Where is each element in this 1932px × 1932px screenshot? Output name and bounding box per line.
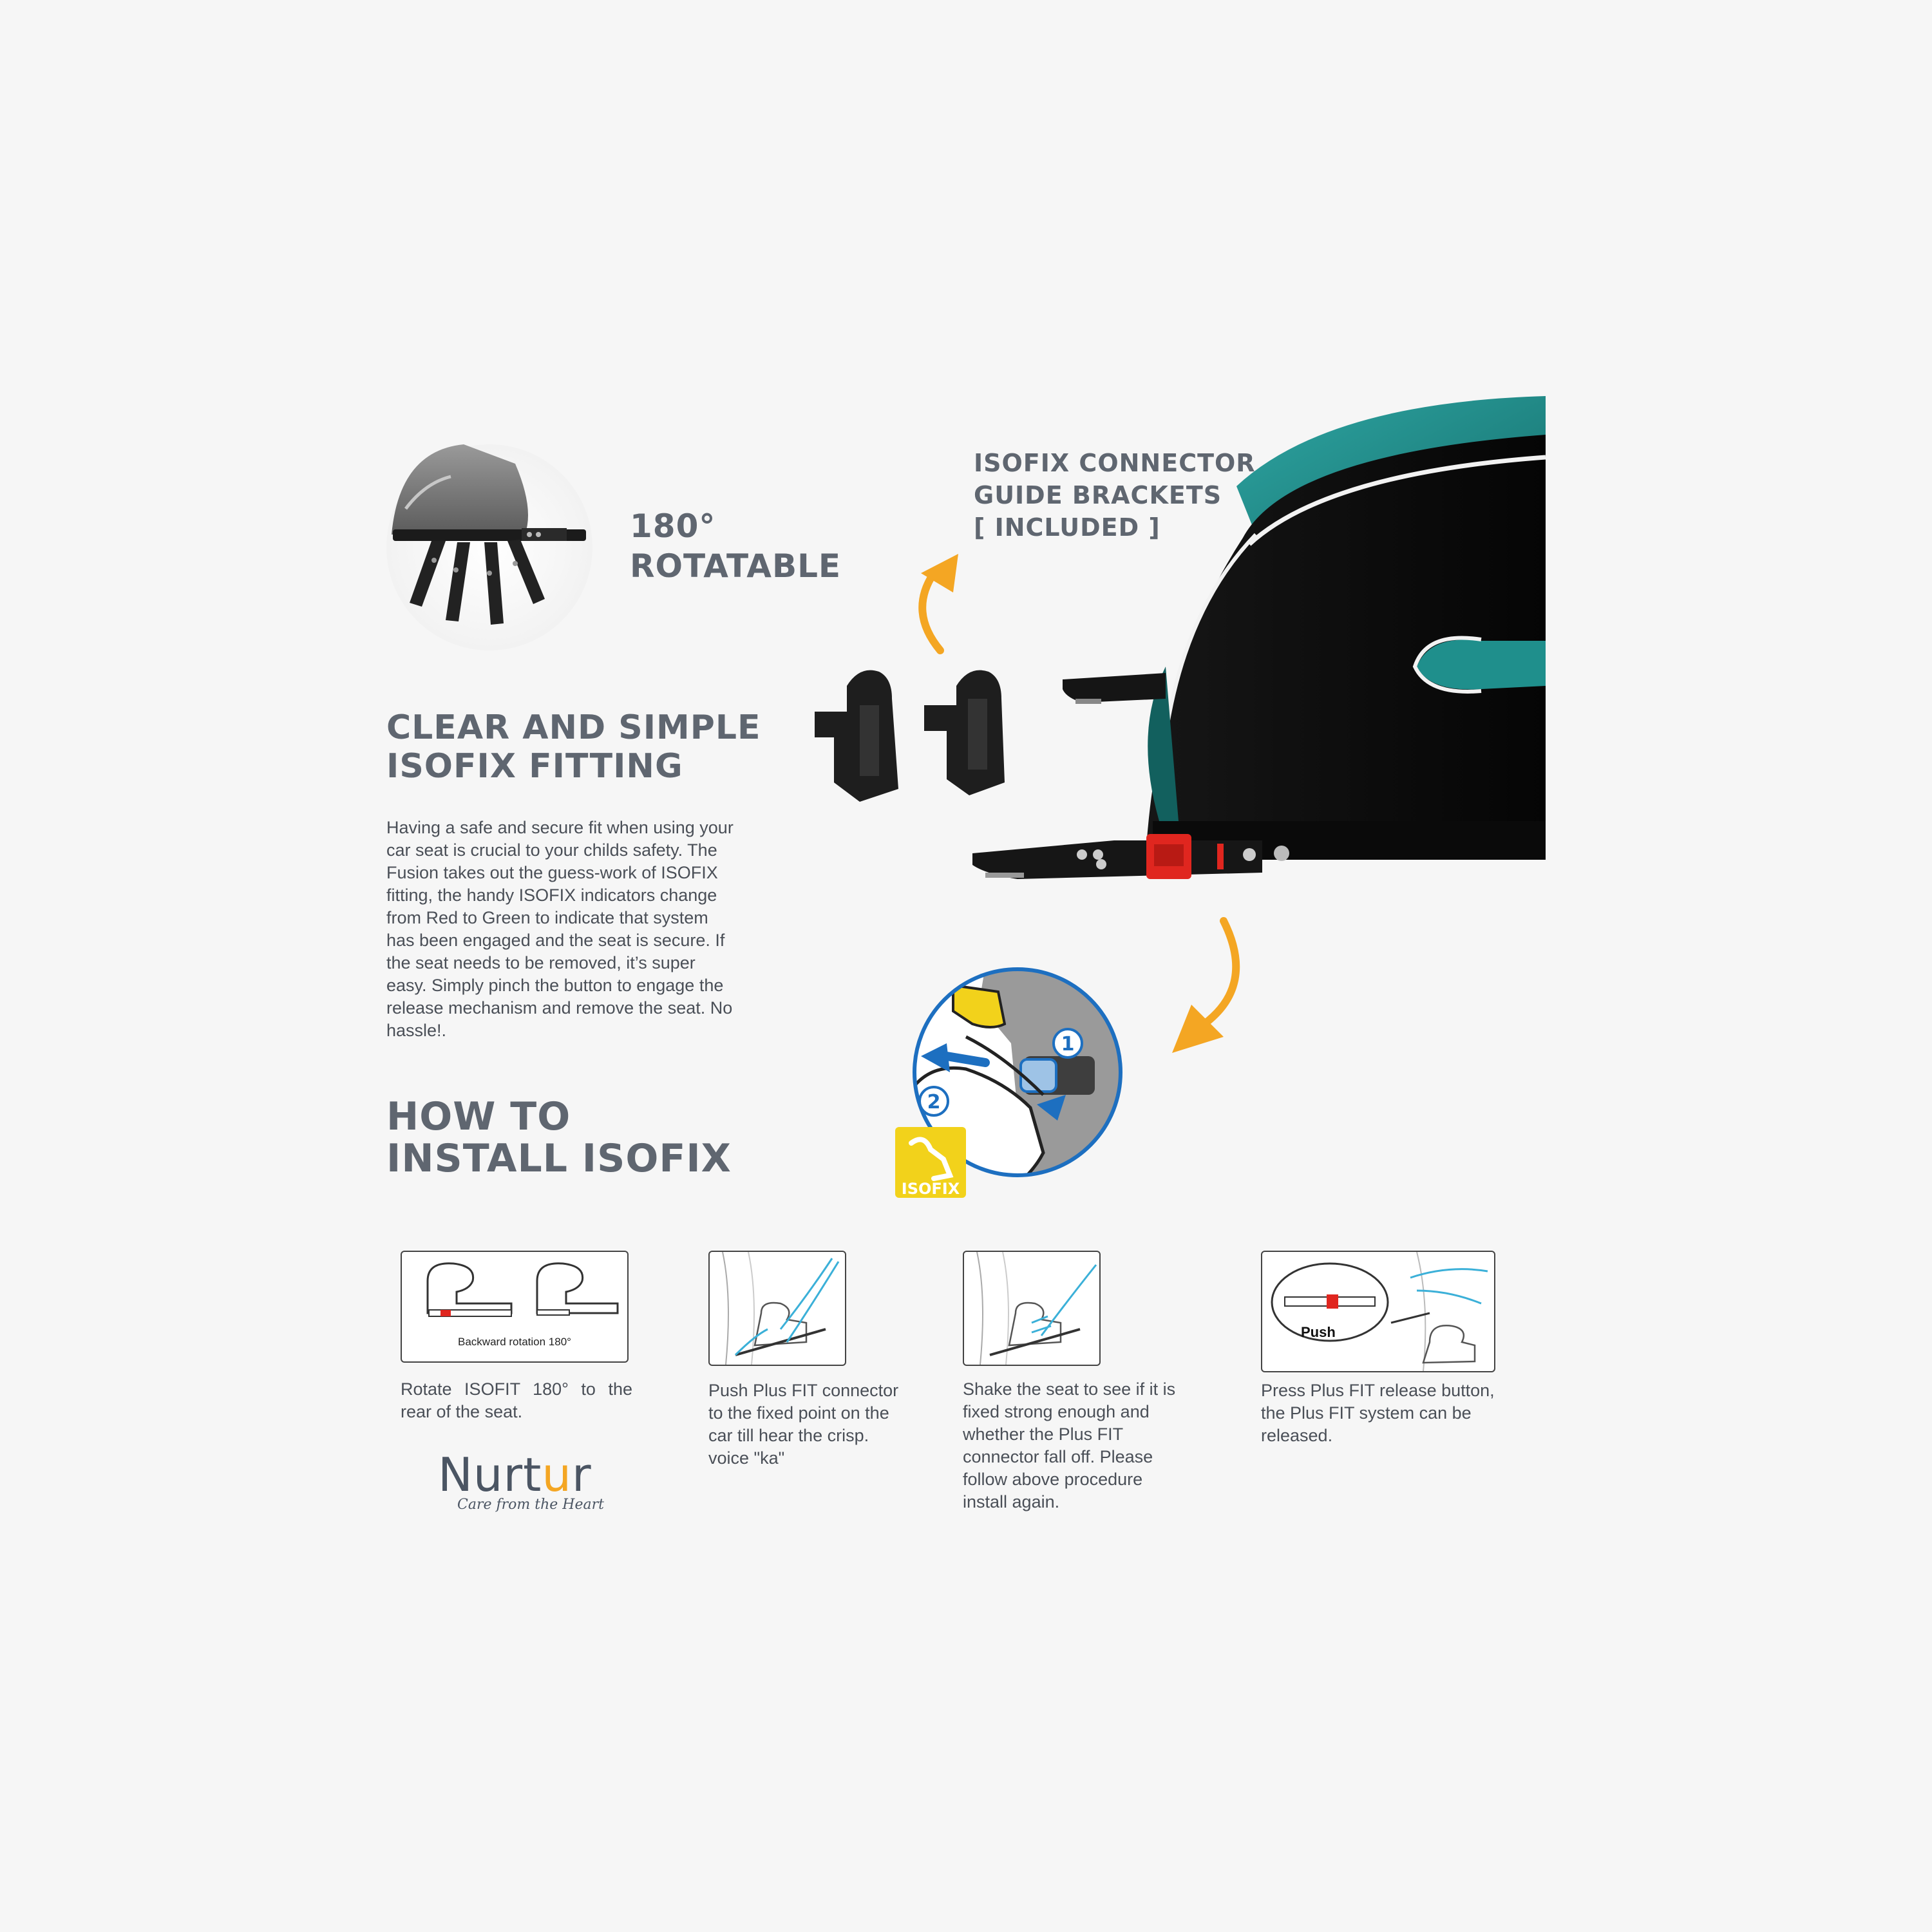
fitting-title-line2: ISOFIX FITTING	[386, 747, 683, 786]
rotatable-line1: 180°	[630, 507, 716, 545]
fitting-title-line1: CLEAR AND SIMPLE	[386, 708, 761, 747]
install-title-line2: INSTALL ISOFIX	[386, 1136, 732, 1181]
install-title-line1: HOW TO	[386, 1094, 571, 1139]
rotatable-line2: ROTATABLE	[630, 547, 842, 585]
step4-diagram	[1261, 1251, 1495, 1372]
step2-text: Push Plus FIT connector to the fixed point on the car till hear the crisp. voice "ka"	[708, 1381, 899, 1468]
rotation-photo	[386, 438, 592, 657]
step1-diagram	[401, 1251, 629, 1363]
orange-arrow-down-icon	[1159, 914, 1256, 1063]
step4-caption: Push	[1301, 1324, 1336, 1340]
isofix-badge-label: ISOFIX	[901, 1180, 960, 1198]
booster-seat-photo	[966, 396, 1546, 924]
brand-tagline: Care from the Heart	[457, 1497, 604, 1513]
brand-name: Nurtur	[438, 1448, 592, 1502]
brand-accent-letter: u	[542, 1448, 572, 1502]
release-inset	[889, 966, 1127, 1204]
inset-step-2: 2	[927, 1091, 941, 1113]
step1-text: Rotate ISOFIT 180° to the rear of the seat.	[401, 1379, 632, 1421]
fitting-heading	[386, 708, 761, 786]
brackets-line1: ISOFIX CONNECTOR	[974, 449, 1256, 477]
step1-caption: Backward rotation 180°	[458, 1336, 571, 1348]
step4-text: Press Plus FIT release button, the Plus FIT system can be released.	[1261, 1381, 1495, 1445]
step3-text: Shake the seat to see if it is fixed strong enough and whether the Plus FIT connector fall off. Please follow above procedure install again.	[963, 1379, 1176, 1511]
brackets-line3: [ INCLUDED ]	[974, 513, 1160, 542]
fitting-body: Having a safe and secure fit when using your car seat is crucial to your childs safety. The Fusion takes out the guess-work of ISOFIX fitting, the handy ISOFIX indicators change from Red to Green to indicate that system has been engaged and the seat is secure. If the seat needs to be removed, it’s super easy. Simply pinch the button to engage the release mechanism and remove the seat. No hassle!.	[386, 818, 734, 1040]
install-heading	[386, 1096, 732, 1180]
step3-diagram	[963, 1251, 1101, 1366]
brand-logo	[438, 1449, 644, 1513]
rotatable-heading	[630, 506, 841, 586]
inset-step-1: 1	[1061, 1033, 1075, 1056]
step2-diagram	[708, 1251, 846, 1366]
brackets-line2: GUIDE BRACKETS	[974, 481, 1222, 509]
